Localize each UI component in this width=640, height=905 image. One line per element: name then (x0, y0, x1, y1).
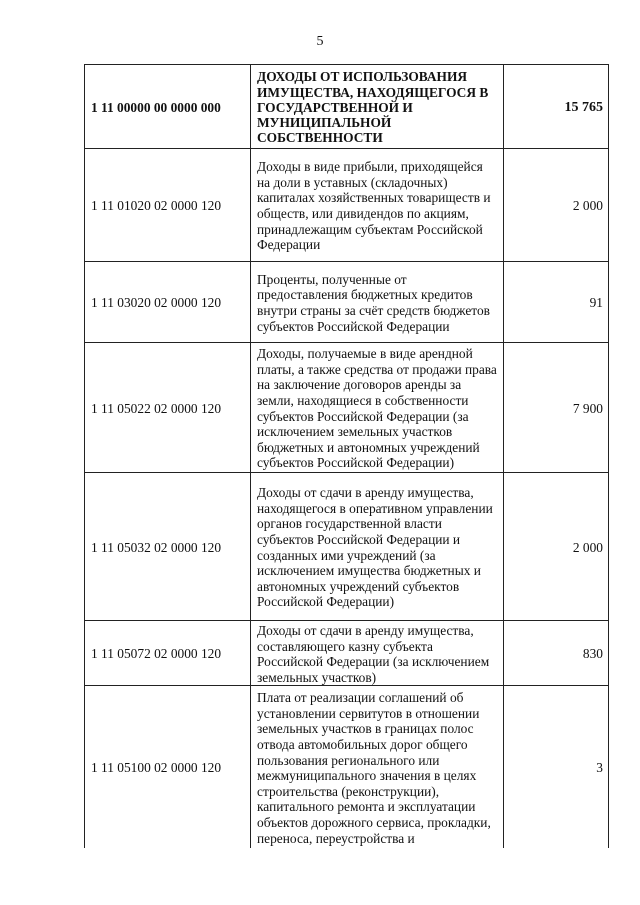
table-row (85, 473, 609, 621)
table-row (85, 621, 609, 686)
revenue-name-cell: Доходы в виде прибыли, приходящейся на доли в уставных (складочных) капиталах хозяйственных товариществ и обществ, или дивидендов по акциям, принадлежащим субъектам Российской Федерации (251, 149, 504, 262)
table-row (85, 686, 609, 848)
revenue-name-cell: Доходы, получаемые в виде арендной платы, а также средства от продажи права на заключение договоров аренды за земли, находящиеся в собственности субъектов Российской Федерации (за исключением земельных участков бюджетных и автономных учреждений субъектов Российской Федерации) (251, 343, 504, 473)
table-row (85, 262, 609, 343)
revenue-name-cell: ДОХОДЫ ОТ ИСПОЛЬЗОВАНИЯ ИМУЩЕСТВА, НАХОДЯЩЕГОСЯ В ГОСУДАРСТВЕННОЙ И МУНИЦИПАЛЬНОЙ СОБСТВЕННОСТИ (251, 65, 504, 149)
amount-cell: 830 (504, 621, 609, 686)
budget-code-cell: 1 11 05032 02 0000 120 (85, 473, 251, 621)
table-row (85, 149, 609, 262)
budget-code-cell: 1 11 05072 02 0000 120 (85, 621, 251, 686)
amount-cell: 15 765 (504, 65, 609, 149)
budget-code-cell: 1 11 05100 02 0000 120 (85, 686, 251, 848)
revenue-name-cell: Проценты, полученные от предоставления бюджетных кредитов внутри страны за счёт средств бюджетов субъектов Российской Федерации (251, 262, 504, 343)
amount-cell: 91 (504, 262, 609, 343)
amount-cell: 7 900 (504, 343, 609, 473)
budget-code-cell: 1 11 01020 02 0000 120 (85, 149, 251, 262)
revenue-table (84, 64, 609, 848)
budget-code-cell: 1 11 03020 02 0000 120 (85, 262, 251, 343)
table-row (85, 343, 609, 473)
page-number: 5 (316, 34, 324, 49)
amount-cell: 3 (504, 686, 609, 848)
budget-code-cell: 1 11 05022 02 0000 120 (85, 343, 251, 473)
revenue-name-cell: Плата от реализации соглашений об установлении сервитутов в отношении земельных участков в границах полос отвода автомобильных дорог общего пользования регионального или межмуниципального значения в целях строительства (реконструкции), капитального ремонта и эксплуатации объектов дорожного сервиса, прокладки, переноса, переустройства и (251, 686, 504, 848)
revenue-name-cell: Доходы от сдачи в аренду имущества, находящегося в оперативном управлении органов государственной власти субъектов Российской Федерации и созданных ими учреждений (за исключением имущества бюджетных и автономных учреждений субъектов Российской Федерации) (251, 473, 504, 621)
budget-code-cell: 1 11 00000 00 0000 000 (85, 65, 251, 149)
table-row-section-header (85, 65, 609, 149)
revenue-name-cell: Доходы от сдачи в аренду имущества, составляющего казну субъекта Российской Федерации (за исключением земельных участков) (251, 621, 504, 686)
amount-cell: 2 000 (504, 473, 609, 621)
amount-cell: 2 000 (504, 149, 609, 262)
